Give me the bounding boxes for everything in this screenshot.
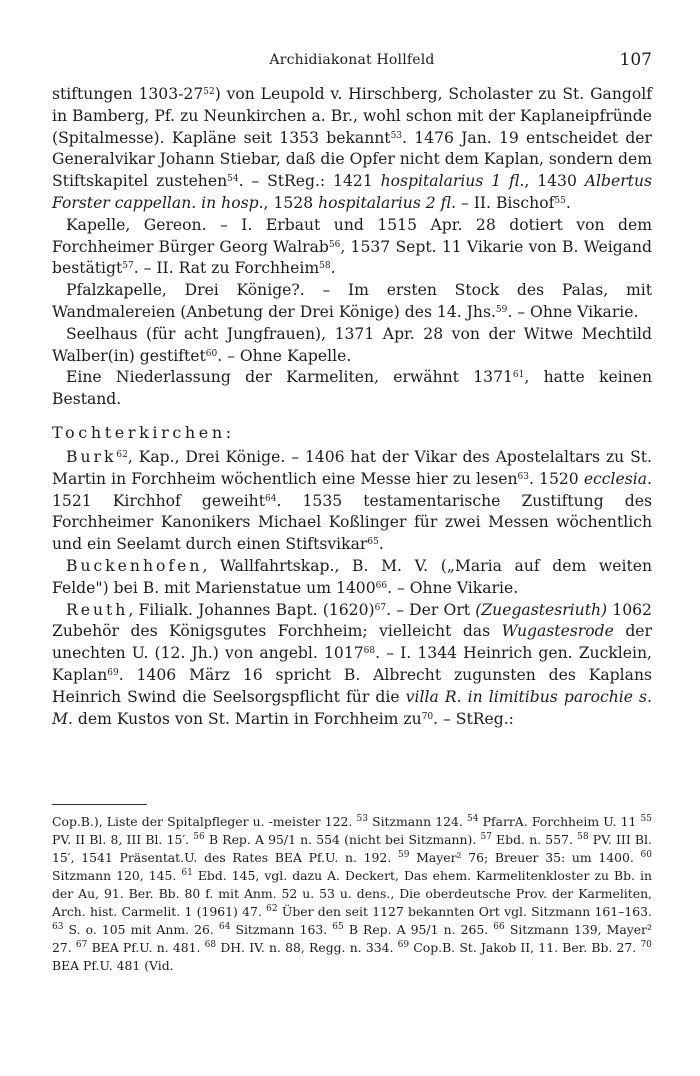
- section-heading: Tochterkirchen:: [52, 422, 235, 442]
- footnote-text: Ebd. n. 557.: [496, 832, 573, 847]
- text: . – II. Rat zu Forchheim: [133, 259, 320, 278]
- footnote-ref: 54: [227, 174, 239, 185]
- latin-quote: (Zuegastesriuth): [475, 600, 608, 619]
- latin-quote: hospitalarius 1 fl.: [380, 172, 525, 191]
- footnote-text: Sitzmann 163.: [235, 922, 328, 937]
- footnote-ref: 65: [367, 537, 379, 548]
- footnote-number: 59: [398, 850, 410, 860]
- text: stiftungen 1303-27: [52, 85, 204, 103]
- footnote-text: Cop.B.), Liste der Spitalpfleger u. -meister 122.: [52, 814, 353, 829]
- footnote-text: PV. III Bl. 15′, 1541 Präsentat.U. des Rates BEA Pf.U. n. 192.: [52, 832, 652, 865]
- text: . 1476 Jan. 19 entscheidet der Generalvikar Johann Stiebar, daß die Opfer nicht dem Kaplan, sondern dem Stiftskapitel zustehen: [52, 128, 653, 191]
- footnote-number: 70: [640, 940, 652, 950]
- footnote-item: [398, 850, 634, 865]
- footnote-item: [266, 904, 652, 919]
- footnote-text: Cop.B. St. Jakob II, 11. Ber. Bb. 27.: [413, 940, 637, 955]
- footnote-number: 55: [640, 814, 652, 824]
- footnote-text: PV. II Bl. 8, III Bl. 15′.: [52, 832, 190, 847]
- footnote-number: 69: [397, 940, 410, 950]
- text: der unechten U. (12. Jh.) von angebl. 1017: [52, 622, 652, 663]
- text: . – Ohne Kapelle.: [217, 346, 352, 365]
- footnote-ref: 56: [328, 239, 341, 250]
- footnote-number: 53: [356, 814, 368, 824]
- latin-quote: ecclesia: [583, 469, 648, 488]
- text: , 1537 Sept. 11 Vikarie von B. Weigand bestätigt: [52, 237, 652, 278]
- text: , Wallfahrtskap., B. M. V. („Maria auf dem weiten Felde") bei B. mit Marienstatue um 1400: [52, 556, 652, 597]
- footnote-item: [205, 940, 394, 955]
- text: . 1535 testamentarische Zustiftung des Forchheimer Kanonikers Michael Koßlinger für zwei Messen wöchentlich und ein Seelamt durch einen Stiftsvikar: [52, 491, 652, 554]
- place-name: Reuth: [66, 600, 129, 619]
- paragraph-karmeliten: [52, 367, 652, 411]
- text: .: [565, 193, 571, 212]
- footnote-ref: 63: [517, 471, 529, 482]
- footnote-ref: 68: [363, 646, 376, 657]
- paragraph-spital: [52, 84, 652, 215]
- footnote-number: 68: [204, 940, 217, 950]
- footnote-text: B Rep. A 95/1 n. 265.: [348, 922, 489, 937]
- text: , Filialk. Johannes Bapt. (1620): [128, 600, 375, 619]
- text: Pfalzkapelle, Drei Könige?. – Im ersten Stock des Palas, mit Wandmalereien (Anbetung der Drei Könige) des 14. Jhs.: [52, 281, 652, 321]
- footnote-item: [193, 832, 476, 847]
- footnote-text: BEA Pf.U. n. 481.: [91, 940, 201, 955]
- text: . – Ohne Vikarie.: [387, 578, 519, 597]
- main-text: [52, 84, 652, 730]
- footnote-ref: 67: [374, 602, 387, 613]
- footnote-item: [52, 922, 214, 937]
- footnote-text: PfarrA. Forchheim U. 11: [482, 814, 637, 829]
- footnote-ref: 59: [495, 304, 508, 315]
- footnotes: [52, 813, 652, 975]
- footnote-number: 54: [467, 814, 479, 824]
- footnote-item: [398, 940, 637, 955]
- text: , Kap., Drei Könige. – 1406 hat der Vikar des Apostelaltars zu St. Martin in Forchheim wöchentlich eine Messe hier zu lesen: [52, 447, 652, 488]
- text: . – Ohne Vikarie.: [507, 302, 639, 321]
- footnote-text: Sitzmann 139, Mayer² 27.: [52, 922, 652, 955]
- running-head: Archidiakonat Hollfeld: [269, 52, 435, 68]
- footnote-text: S. o. 105 mit Anm. 26.: [68, 922, 214, 937]
- latin-quote: Albertus Forster cappellan. in hosp.: [52, 172, 652, 212]
- text: . – StReg.:: [433, 709, 514, 728]
- text: .: [330, 259, 336, 278]
- footnote-number: 64: [218, 922, 231, 932]
- footnote-ref: 69: [107, 667, 119, 678]
- footnote-ref: 66: [375, 580, 388, 591]
- text: – II. Bischof: [456, 193, 555, 212]
- footnote-text: BEA Pf.U. 481 (Vid.: [52, 958, 174, 973]
- text: dem Kustos von St. Martin in Forchheim zu: [72, 709, 422, 728]
- footnote-number: 66: [493, 922, 505, 932]
- footnote-item: [467, 814, 636, 829]
- footnote-ref: 52: [203, 87, 215, 97]
- footnote-number: 58: [577, 832, 589, 842]
- latin-quote: villa R. in limitibus parochie s. M.: [52, 687, 652, 728]
- footnote-item: [356, 814, 462, 829]
- text: .: [378, 535, 384, 554]
- text: . – StReg.: 1421: [238, 172, 381, 191]
- footnote-number: 63: [52, 922, 64, 932]
- footnote-item: [219, 922, 327, 937]
- text: . – Der Ort: [386, 600, 476, 619]
- text: . – I. 1344 Heinrich gen. Zucklein, Kaplan: [52, 644, 652, 684]
- paragraph-burk: [52, 447, 652, 556]
- footnote-ref: 60: [205, 348, 218, 359]
- footnote-text: Mayer² 76; Breuer 35: um 1400.: [416, 850, 634, 865]
- place-name: Burk: [66, 447, 117, 466]
- text: Seelhaus (für acht Jungfrauen), 1371 Apr. 28 von der Witwe Mechtild Walber(in) gestiftet: [52, 324, 652, 365]
- paragraph-buckenhofen: [52, 556, 652, 600]
- footnote-text: Über den seit 1127 bekannten Ort vgl. Sitzmann 161–163.: [281, 904, 652, 919]
- footnote-number: 60: [640, 850, 652, 860]
- footnote-item: [332, 922, 488, 937]
- place-name: Buckenhofen: [66, 556, 203, 575]
- footnote-number: 61: [181, 868, 193, 878]
- text: Kapelle, Gereon. – I. Erbaut und 1515 Apr. 28 dotiert von dem Forchheimer Bürger Georg Walrab: [52, 215, 652, 256]
- text: . 1521 Kirchhof geweiht: [52, 469, 652, 510]
- footnote-block: [52, 813, 652, 975]
- page-number: 107: [619, 50, 652, 70]
- footnote-number: 62: [266, 904, 278, 914]
- footnote-number: 56: [193, 832, 205, 842]
- footnote-ref: 58: [319, 261, 331, 272]
- footnote-separator: [52, 804, 147, 805]
- text: . 1520: [529, 469, 584, 488]
- text: , hatte keinen Bestand.: [52, 368, 652, 409]
- footnote-ref: 57: [122, 261, 134, 272]
- footnote-ref: 62: [116, 449, 128, 460]
- footnote-text: Ebd. 145, vgl. dazu A. Deckert, Das ehem. Karmelitenkloster zu Bb. in der Au, 91. Ber. Bb. 80 f. mit Anm. 52 u. 53 u. dens., Die oberdeutsche Prov. der Karmeliten, Arch. hist. Carmelit. 1 (1961) 47.: [52, 868, 652, 919]
- footnote-text: Sitzmann 124.: [372, 814, 463, 829]
- paragraph-reuth: [52, 600, 652, 731]
- footnote-number: 57: [480, 832, 492, 842]
- footnote-text: DH. IV. n. 88, Regg. n. 334.: [220, 940, 394, 955]
- text: , 1528: [263, 193, 319, 212]
- footnote-ref: 70: [421, 711, 434, 722]
- latin-quote: Wugastesrode: [501, 622, 614, 641]
- footnote-ref: 55: [554, 195, 566, 206]
- paragraph-kapelle-gereon: [52, 215, 652, 280]
- page-header: [52, 50, 652, 72]
- paragraph-pfalzkapelle: [52, 280, 652, 324]
- footnote-ref: 61: [512, 370, 525, 381]
- text: 1062 Zubehör des Königsgutes Forchheim; vielleicht das: [52, 600, 652, 641]
- text: , 1430: [524, 172, 585, 191]
- footnote-ref: 64: [265, 493, 277, 504]
- footnote-item: [480, 832, 572, 847]
- footnote-text: Sitzmann 120, 145.: [52, 868, 177, 883]
- latin-quote: hospitalarius 2 fl.: [318, 193, 457, 212]
- text: Eine Niederlassung der Karmeliten, erwähnt 1371: [66, 368, 513, 387]
- text: ) von Leupold v. Hirschberg, Scholaster zu St. Gangolf in Bamberg, Pf. zu Neunkirchen a. Br., wohl schon mit der Kaplaneipfründe (Spitalmesse). Kapläne seit 1353 bekannt: [52, 85, 652, 147]
- footnote-ref: 53: [390, 130, 403, 141]
- footnote-number: 67: [75, 940, 88, 950]
- footnote-text: B Rep. A 95/1 n. 554 (nicht bei Sitzmann).: [208, 832, 477, 847]
- footnote-number: 65: [332, 922, 344, 932]
- paragraph-seelhaus: [52, 324, 652, 368]
- footnote-item: [52, 814, 352, 829]
- footnote-item: [76, 940, 201, 955]
- text: . 1406 März 16 spricht B. Albrecht zugunsten des Kaplans Heinrich Swind die Seelsorgspflicht für die: [52, 665, 652, 706]
